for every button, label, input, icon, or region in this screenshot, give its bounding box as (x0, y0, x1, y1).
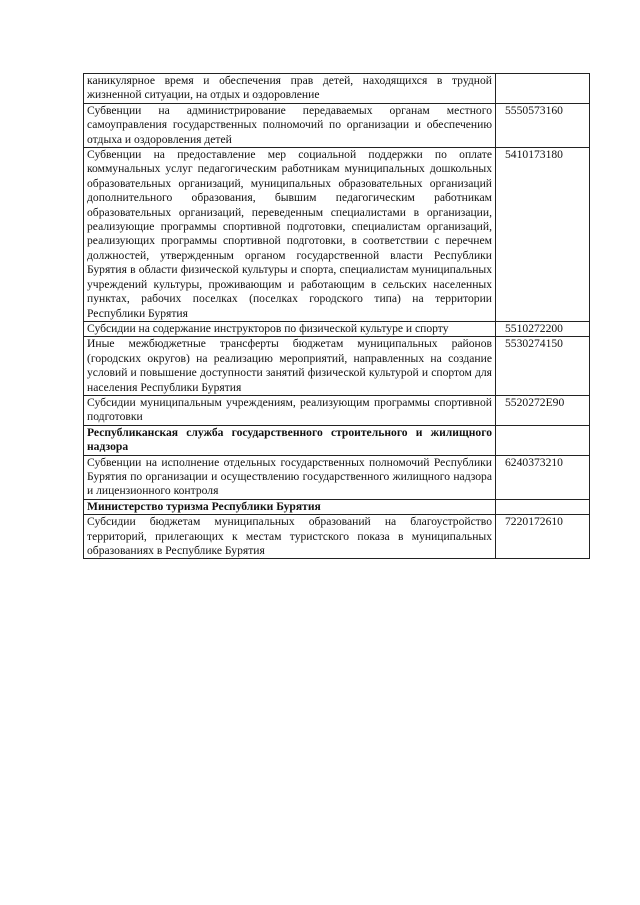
row-code: 5530274150 (496, 337, 590, 396)
row-code: 5550573160 (496, 103, 590, 147)
table-row (84, 337, 590, 396)
row-code: 5410173180 (496, 148, 590, 322)
table-row (84, 515, 590, 559)
row-description: каникулярное время и обеспечения прав детей, находящихся в трудной жизненной ситуации, на отдых и оздоровление (84, 74, 496, 104)
budget-codes-table (83, 73, 590, 559)
row-description: Субвенции на администрирование передаваемых органам местного самоуправления государственных полномочий по организации и обеспечению отдыха и оздоровления детей (84, 103, 496, 147)
table-row (84, 74, 590, 104)
row-code (496, 74, 590, 104)
table-row (84, 103, 590, 147)
row-code: 5510272200 (496, 321, 590, 336)
row-description: Субвенции на исполнение отдельных государственных полномочий Республики Бурятия по организации и осуществлению государственного жилищного надзора и лицензионного контроля (84, 455, 496, 499)
section-title: Республиканская служба государственного строительного и жилищного надзора (84, 425, 496, 455)
row-code: 7220172610 (496, 515, 590, 559)
row-code (496, 499, 590, 514)
table-row (84, 395, 590, 425)
section-header-row (84, 499, 590, 514)
row-description: Субсидии на содержание инструкторов по физической культуре и спорту (84, 321, 496, 336)
section-header-row (84, 425, 590, 455)
row-description: Субсидии муниципальным учреждениям, реализующим программы спортивной подготовки (84, 395, 496, 425)
table-row (84, 148, 590, 322)
table-body (84, 74, 590, 559)
row-code: 5520272Е90 (496, 395, 590, 425)
section-title: Министерство туризма Республики Бурятия (84, 499, 496, 514)
table-row (84, 455, 590, 499)
row-code (496, 425, 590, 455)
row-description: Иные межбюджетные трансферты бюджетам муниципальных районов (городских округов) на реализацию мероприятий, направленных на создание условий и повышение доступности занятий физической культурой и спортом для населения Республики Бурятия (84, 337, 496, 396)
row-description: Субвенции на предоставление мер социальной поддержки по оплате коммунальных услуг педагогическим работникам муниципальных дошкольных образовательных организаций, муниципальных образовательных организаций дополнительного образования, бывшим педагогическим работникам образовательных организаций, переведенным специалистами в организации, реализующие программы спортивной подготовки, специалистам организаций, реализующих программы спортивной подготовки, в соответствии с перечнем должностей, утвержденным органом государственной власти Республики Бурятия в области физической культуры и спорта, специалистам муниципальных учреждений культуры, проживающим и работающим в сельских населенных пунктах, рабочих поселках (поселках городского типа) на территории Республики Бурятия (84, 148, 496, 322)
table-row (84, 321, 590, 336)
row-code: 6240373210 (496, 455, 590, 499)
row-description: Субсидии бюджетам муниципальных образований на благоустройство территорий, прилегающих к местам туристского показа в муниципальных образованиях в Республике Бурятия (84, 515, 496, 559)
